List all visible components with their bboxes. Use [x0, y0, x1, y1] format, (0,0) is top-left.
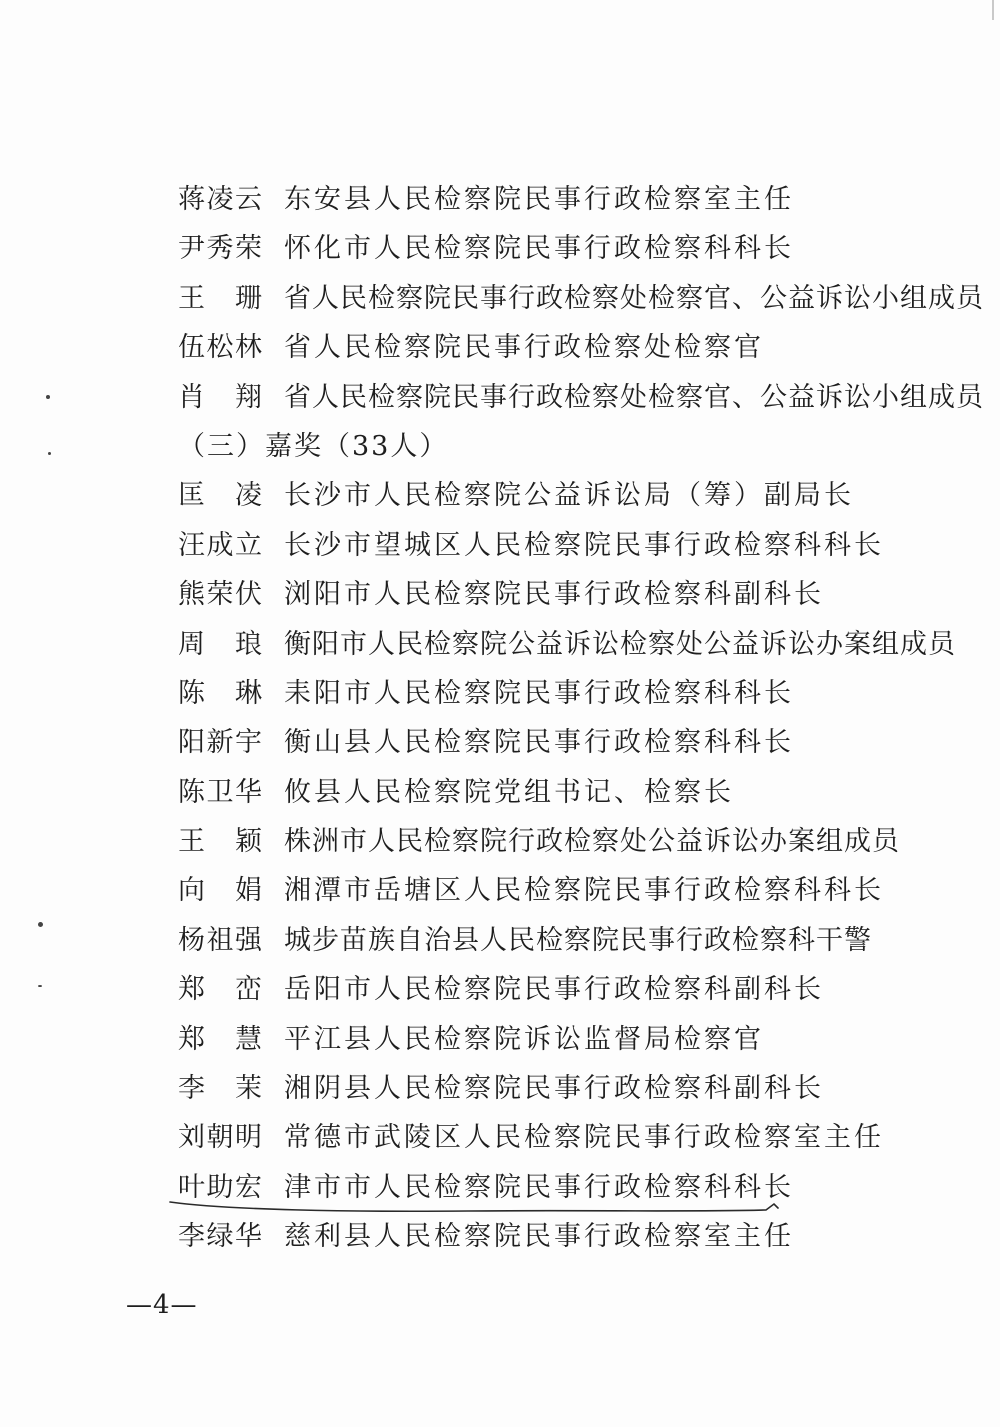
list-item	[0, 1114, 1000, 1163]
person-title: 省人民检察院民事行政检察处检察官、公益诉讼小组成员	[284, 282, 984, 314]
person-title: 衡阳市人民检察院公益诉讼检察处公益诉讼办案组成员	[284, 628, 956, 660]
person-title: 省人民检察院民事行政检察处检察官	[284, 332, 764, 364]
person-name: 蒋凌云	[178, 184, 262, 215]
person-name: 郑 慧	[178, 1023, 262, 1055]
person-name: 伍松林	[178, 332, 262, 364]
handwritten-underline	[168, 1196, 788, 1226]
list-item	[0, 374, 1000, 423]
person-title: 省人民检察院民事行政检察处检察官、公益诉讼小组成员	[284, 381, 984, 413]
list-item	[0, 719, 1000, 768]
person-name: 李绿华	[178, 1221, 262, 1253]
list-item	[0, 917, 1000, 966]
list-item	[0, 818, 1000, 867]
list-item	[0, 176, 1000, 225]
person-title: 长沙市人民检察院公益诉讼局（筹）副局长	[284, 480, 854, 512]
person-title: 慈利县人民检察院民事行政检察室主任	[284, 1221, 794, 1253]
list-item	[0, 571, 1000, 620]
list-item	[0, 472, 1000, 521]
list-item	[0, 966, 1000, 1015]
person-title: 平江县人民检察院诉讼监督局检察官	[284, 1023, 764, 1055]
list-item	[0, 769, 1000, 818]
list-item	[0, 1065, 1000, 1114]
section-heading: （三）嘉奖（33人）	[178, 430, 449, 462]
list-item	[0, 621, 1000, 670]
person-name: 王 颖	[178, 826, 262, 858]
list-item	[0, 522, 1000, 571]
person-title: 城步苗族自治县人民检察院民事行政检察科干警	[284, 924, 872, 956]
list-item	[0, 1016, 1000, 1065]
person-name: 刘朝明	[178, 1122, 262, 1154]
person-title: 浏阳市人民检察院民事行政检察科副科长	[284, 579, 824, 611]
scan-edge-mark	[992, 0, 994, 20]
person-name: 向 娟	[178, 875, 262, 907]
person-title: 常德市武陵区人民检察院民事行政检察室主任	[284, 1122, 884, 1154]
person-title: 攸县人民检察院党组书记、检察长	[284, 776, 734, 808]
person-title: 湘阴县人民检察院民事行政检察科副科长	[284, 1073, 824, 1105]
list-item	[0, 225, 1000, 274]
person-name: 郑 峦	[178, 974, 262, 1006]
person-name: 王 珊	[178, 282, 262, 314]
page-number: —4—	[126, 1290, 198, 1320]
person-name: 熊荣伏	[178, 579, 262, 611]
person-name: 陈 琳	[178, 677, 262, 709]
person-name: 杨祖强	[178, 924, 262, 956]
person-title: 怀化市人民检察院民事行政检察科科长	[284, 233, 794, 265]
person-title: 湘潭市岳塘区人民检察院民事行政检察科科长	[284, 875, 884, 907]
section-heading-row	[0, 423, 1000, 472]
award-list	[0, 176, 1000, 1263]
person-title: 衡山县人民检察院民事行政检察科科长	[284, 727, 794, 759]
person-title: 长沙市望城区人民检察院民事行政检察科科长	[284, 529, 884, 561]
person-name: 汪成立	[178, 529, 262, 561]
person-name: 匡 凌	[178, 480, 262, 512]
person-name: 阳新宇	[178, 727, 262, 759]
person-title: 耒阳市人民检察院民事行政检察科科长	[284, 677, 794, 709]
person-title: 东安县人民检察院民事行政检察室主任	[284, 184, 794, 215]
person-name: 李 茉	[178, 1073, 262, 1105]
person-title: 株洲市人民检察院行政检察处公益诉讼办案组成员	[284, 826, 900, 858]
list-item	[0, 670, 1000, 719]
list-item	[0, 275, 1000, 324]
person-title: 津市市人民检察院民事行政检察科科长	[284, 1171, 794, 1203]
person-name: 周 琅	[178, 628, 262, 660]
list-item	[0, 324, 1000, 373]
person-name: 尹秀荣	[178, 233, 262, 265]
person-name: 叶助宏	[178, 1171, 262, 1203]
person-title: 岳阳市人民检察院民事行政检察科副科长	[284, 974, 824, 1006]
person-name: 陈卫华	[178, 776, 262, 808]
person-name: 肖 翔	[178, 381, 262, 413]
list-item	[0, 867, 1000, 916]
